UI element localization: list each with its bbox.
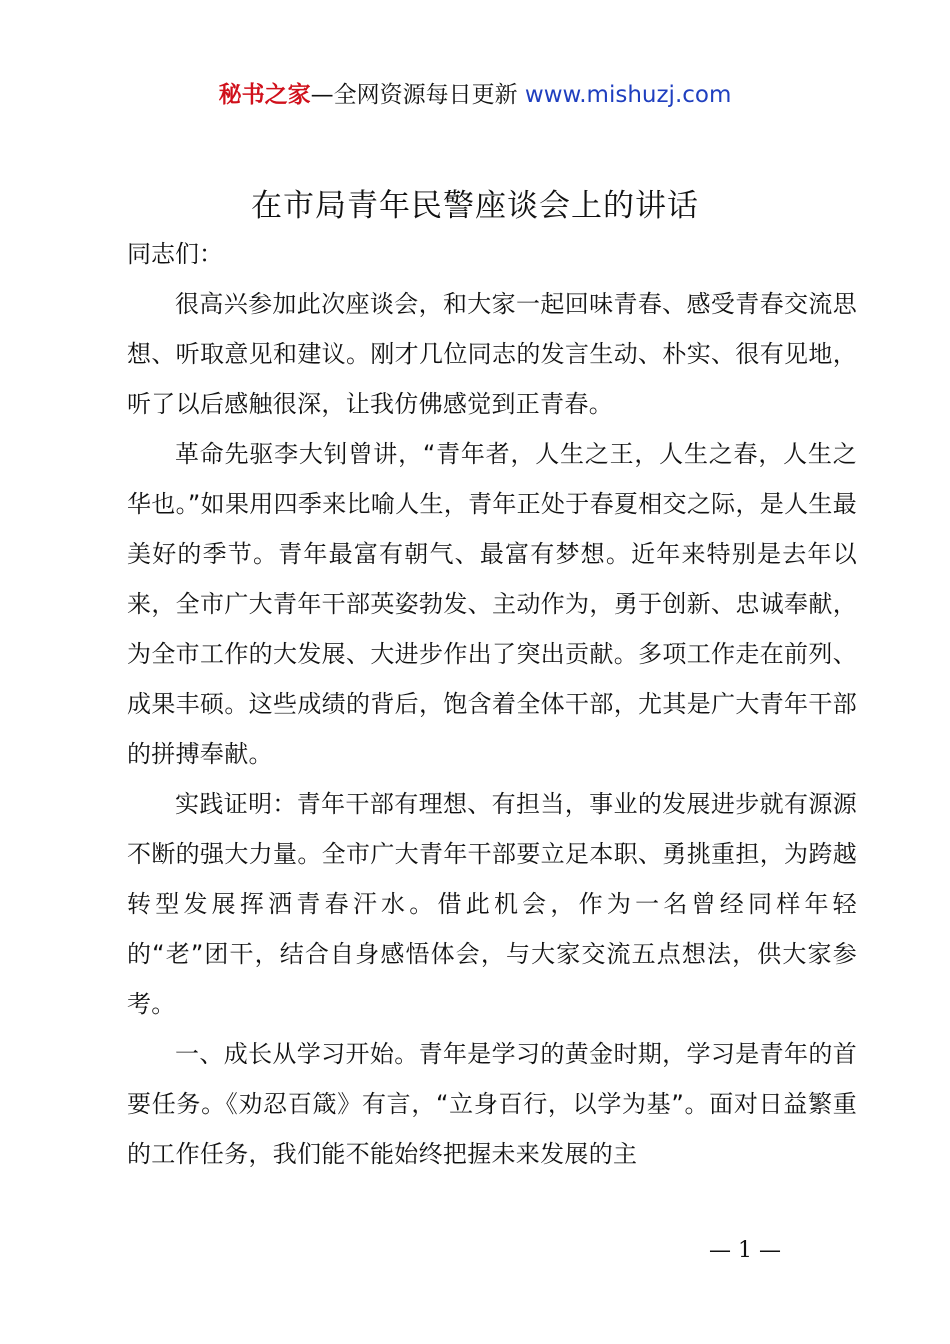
salutation: 同志们： xyxy=(127,240,223,268)
page-number: — 1 — xyxy=(709,1238,781,1263)
paragraph-3: 实践证明：青年干部有理想、有担当，事业的发展进步就有源源不断的强大力量。全市广大青年干部要立足本职、勇挑重担，为跨越转型发展挥洒青春汗水。借此机会，作为一名曾经同样年轻的“老”团干，结合自身感悟体会，与大家交流五点想法，供大家参考。 xyxy=(127,790,857,1018)
document-title: 在市局青年民警座谈会上的讲话 xyxy=(251,188,699,224)
site-url-link[interactable]: www.mishuzj.com xyxy=(524,82,732,108)
paragraph-2: 革命先驱李大钊曾讲，“青年者，人生之王，人生之春，人生之华也。”如果用四季来比喻人生，青年正处于春夏相交之际，是人生最美好的季节。青年最富有朝气、最富有梦想。近年来特别是去年以来，全市广大青年干部英姿勃发、主动作为，勇于创新、忠诚奉献，为全市工作的大发展、大进步作出了突出贡献。多项工作走在前列、成果丰硕。这些成绩的背后，饱含着全体干部，尤其是广大青年干部的拼搏奉献。 xyxy=(127,440,857,768)
banner-tagline: —全网资源每日更新 xyxy=(310,82,518,108)
brand-name: 秘书之家 xyxy=(218,82,311,108)
paragraph-1: 很高兴参加此次座谈会，和大家一起回味青春、感受青春交流思想、听取意见和建议。刚才几位同志的发言生动、朴实、很有见地，听了以后感触很深，让我仿佛感觉到正青春。 xyxy=(127,290,857,418)
site-banner xyxy=(0,78,950,112)
paragraph-4: 一、成长从学习开始。青年是学习的黄金时期，学习是青年的首要任务。《劝忍百箴》有言，“立身百行，以学为基”。面对日益繁重的工作任务，我们能不能始终把握未来发展的主 xyxy=(127,1040,857,1168)
document-body xyxy=(127,229,857,1179)
